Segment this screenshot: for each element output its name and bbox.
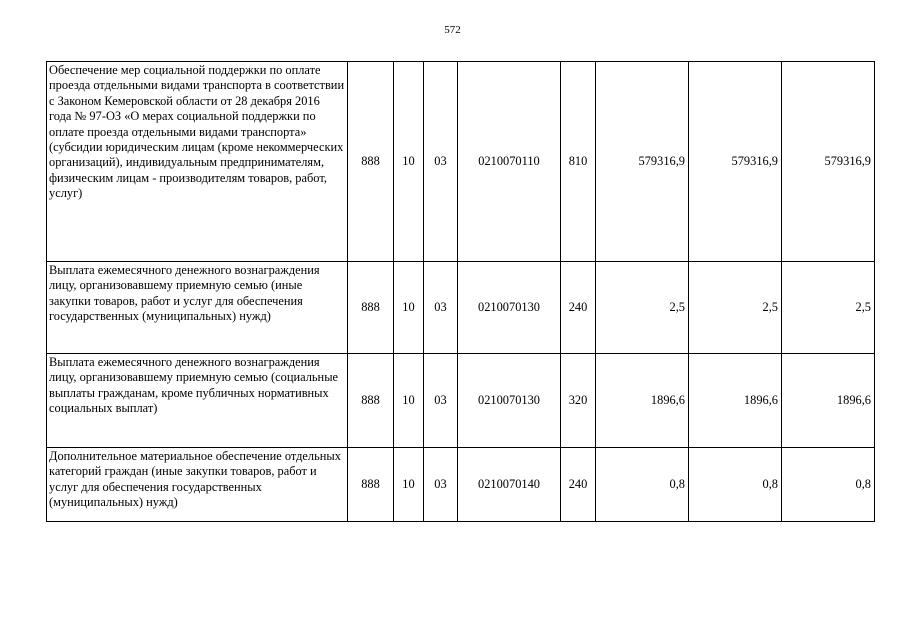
- expense-type-code: 320: [561, 354, 596, 448]
- row-description: Обеспечение мер социальной поддержки по оплате проезда отдельными видами транспорта в соответствии с Законом Кемеровской области от 28 декабря 2016 года № 97-ОЗ «О мерах социальной поддержки по оплате проезда отдельными видами транспорта» (субсидии юридическим лицам (кроме некоммерческих организаций), индивидуальным предпринимателям, физическим лицам - производителям товаров, работ, услуг): [47, 62, 348, 262]
- row-description: Дополнительное материальное обеспечение отдельных категорий граждан (иные закупки товаров, работ и услуг для обеспечения государственных (муниципальных) нужд): [47, 448, 348, 522]
- budget-table: [46, 61, 875, 522]
- subsection-code: 03: [424, 448, 458, 522]
- section-code: 10: [394, 262, 424, 354]
- expense-type-code: 240: [561, 262, 596, 354]
- subsection-code: 03: [424, 354, 458, 448]
- target-article-code: 0210070140: [458, 448, 561, 522]
- table-row: [47, 448, 875, 522]
- target-article-code: 0210070130: [458, 262, 561, 354]
- target-article-code: 0210070130: [458, 354, 561, 448]
- table-row: [47, 62, 875, 262]
- amount-year-3: 1896,6: [782, 354, 875, 448]
- expense-type-code: 240: [561, 448, 596, 522]
- amount-year-2: 0,8: [689, 448, 782, 522]
- amount-year-3: 0,8: [782, 448, 875, 522]
- ministry-code: 888: [348, 448, 394, 522]
- section-code: 10: [394, 448, 424, 522]
- amount-year-2: 2,5: [689, 262, 782, 354]
- section-code: 10: [394, 354, 424, 448]
- table-row: [47, 354, 875, 448]
- table-row: [47, 262, 875, 354]
- amount-year-2: 579316,9: [689, 62, 782, 262]
- expense-type-code: 810: [561, 62, 596, 262]
- ministry-code: 888: [348, 262, 394, 354]
- page-number: 572: [444, 24, 461, 36]
- subsection-code: 03: [424, 62, 458, 262]
- target-article-code: 0210070110: [458, 62, 561, 262]
- row-description: Выплата ежемесячного денежного вознаграждения лицу, организовавшему приемную семью (социальные выплаты гражданам, кроме публичных нормативных социальных выплат): [47, 354, 348, 448]
- amount-year-2: 1896,6: [689, 354, 782, 448]
- row-description: Выплата ежемесячного денежного вознаграждения лицу, организовавшему приемную семью (иные закупки товаров, работ и услуг для обеспечения государственных (муниципальных) нужд): [47, 262, 348, 354]
- ministry-code: 888: [348, 354, 394, 448]
- amount-year-1: 0,8: [596, 448, 689, 522]
- subsection-code: 03: [424, 262, 458, 354]
- amount-year-1: 1896,6: [596, 354, 689, 448]
- amount-year-1: 579316,9: [596, 62, 689, 262]
- amount-year-3: 579316,9: [782, 62, 875, 262]
- ministry-code: 888: [348, 62, 394, 262]
- amount-year-3: 2,5: [782, 262, 875, 354]
- section-code: 10: [394, 62, 424, 262]
- amount-year-1: 2,5: [596, 262, 689, 354]
